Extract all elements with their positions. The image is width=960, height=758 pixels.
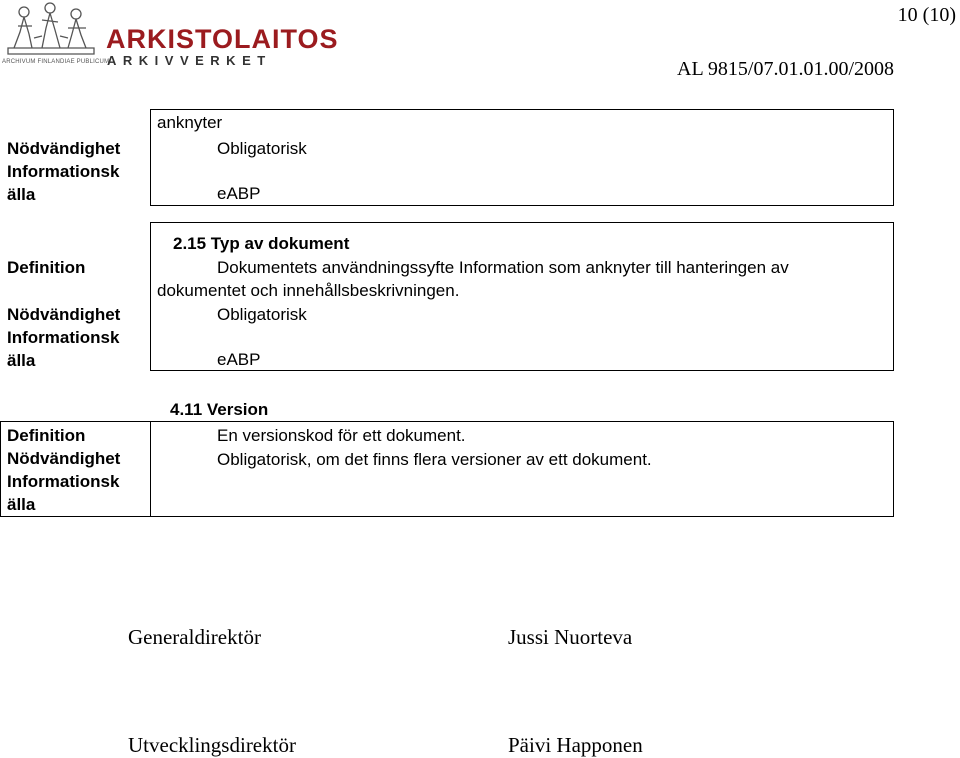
section-2-definition-line1: Dokumentets användningssyfte Information som anknyter till hanteringen av xyxy=(217,258,789,277)
section-2-definition-line2: dokumentet och innehållsbeskrivningen. xyxy=(157,281,460,300)
section-3-definition: En versionskod för ett dokument. xyxy=(217,426,466,445)
section-2-necessity: Obligatorisk xyxy=(217,305,307,324)
section-3-heading: 4.11 Version xyxy=(170,400,269,419)
section-1-necessity: Obligatorisk xyxy=(217,139,307,158)
section-3-necessity: Obligatorisk, om det finns flera versioner av ett dokument. xyxy=(217,450,652,469)
section-1-heading: anknyter xyxy=(157,113,223,132)
page-number: 10 (10) xyxy=(897,4,956,26)
signature-title-1: Generaldirektör xyxy=(128,625,261,649)
section-2-source: eABP xyxy=(217,350,261,369)
signature-name-1: Jussi Nuorteva xyxy=(508,625,633,649)
label-source-2: älla xyxy=(7,351,36,370)
statue-logo-icon xyxy=(2,2,98,58)
section-1-labels xyxy=(7,137,120,206)
signature-title-2: Utvecklingsdirektör xyxy=(128,733,296,757)
label-necessity: Nödvändighet xyxy=(7,449,121,468)
label-definition: Definition xyxy=(7,426,86,445)
section-2-labels xyxy=(7,303,120,372)
section-1-source: eABP xyxy=(217,184,261,203)
section-2-heading: 2.15 Typ av dokument xyxy=(173,234,350,253)
section-3-table-bottom xyxy=(0,516,894,517)
doc-reference: AL 9815/07.01.01.00/2008 xyxy=(677,58,895,80)
label-source-2: älla xyxy=(7,495,36,514)
label-necessity: Nödvändighet xyxy=(7,305,121,324)
section-3-labels xyxy=(7,424,120,516)
label-source-1: Informationsk xyxy=(7,162,120,181)
logo-motto: ARCHIVUM FINLANDIAE PUBLICUM xyxy=(2,59,110,65)
section-3-table-right xyxy=(893,421,894,517)
signature-name-2: Päivi Happonen xyxy=(508,733,643,757)
logo-subname: ARKIVVERKET xyxy=(107,53,272,68)
logo xyxy=(2,2,339,68)
section-3-table-top xyxy=(0,421,894,422)
logo-name: ARKISTOLAITOS xyxy=(106,24,339,54)
label-source-2: älla xyxy=(7,185,36,204)
section-2-label-definition: Definition xyxy=(7,258,86,277)
label-source-1: Informationsk xyxy=(7,472,120,491)
label-necessity: Nödvändighet xyxy=(7,139,121,158)
section-3-table-left xyxy=(0,421,1,517)
label-source-1: Informationsk xyxy=(7,328,120,347)
section-3-table-divider xyxy=(150,421,151,517)
